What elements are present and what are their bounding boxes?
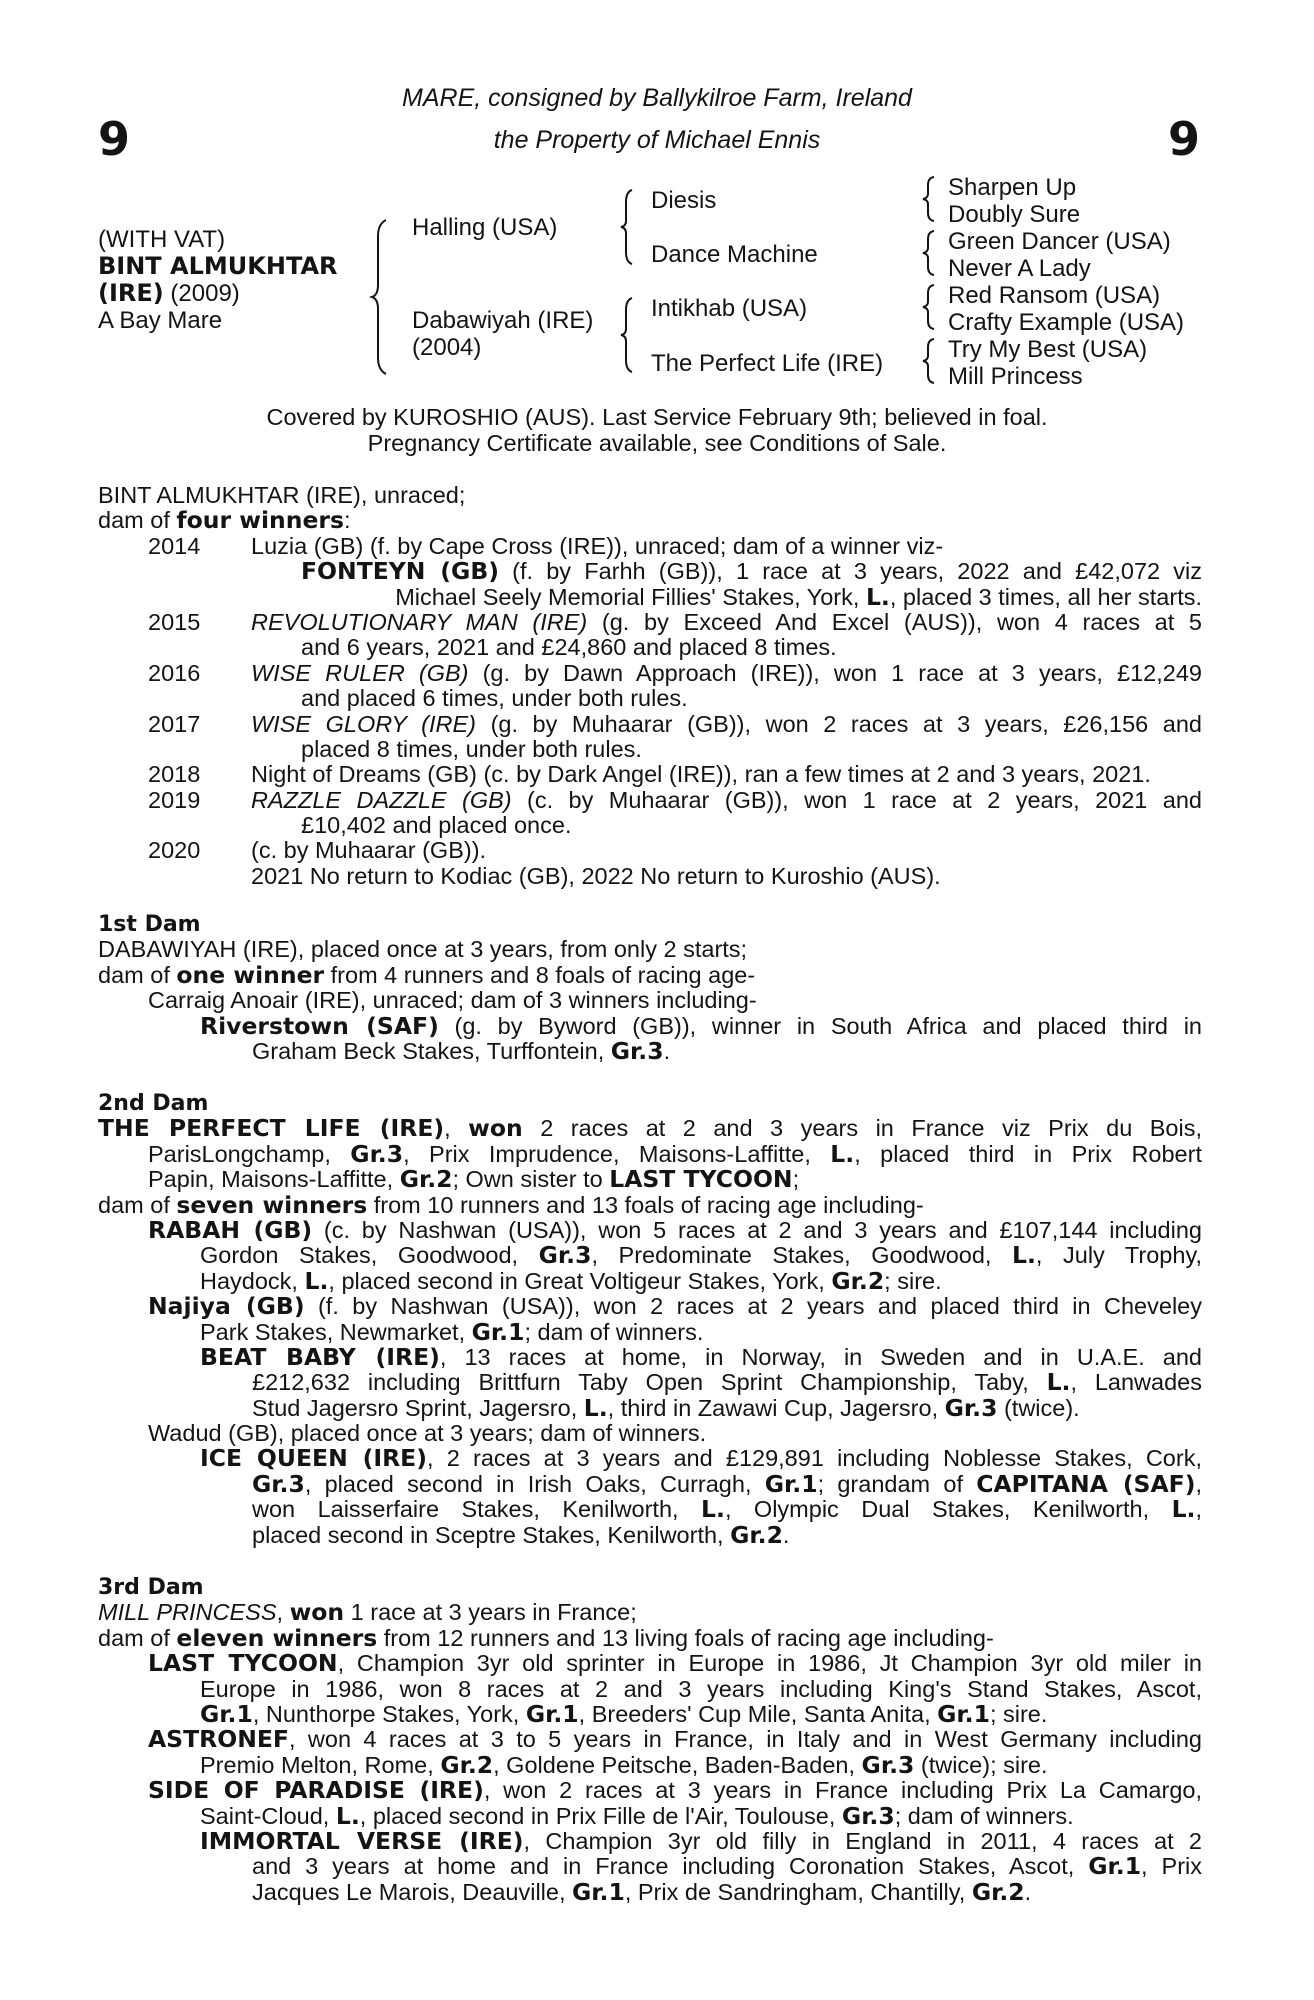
dam-dam: The Perfect Life (IRE) bbox=[651, 350, 884, 377]
text: and 3 years at home and in France including Coronation Stakes, Ascot, bbox=[252, 1853, 1089, 1880]
third-dam-line3 bbox=[98, 1651, 1202, 1676]
year-label: 2020 bbox=[148, 837, 201, 864]
horse-name: LAST TYCOON bbox=[148, 1649, 338, 1678]
g4-never-a-lady: Never A Lady bbox=[948, 255, 1091, 282]
text: dam of bbox=[98, 1624, 177, 1651]
race-grade: L. bbox=[304, 1266, 329, 1295]
sire-dam: Dance Machine bbox=[651, 241, 818, 268]
text: , Prix Imprudence, Maisons-Laffitte, bbox=[403, 1140, 831, 1167]
race-grade: Gr.1 bbox=[200, 1699, 253, 1728]
text: , Olympic Dual Stakes, Kenilworth, bbox=[724, 1496, 1172, 1523]
text: (g. by Exceed And Excel (AUS)), won 4 races at 5 bbox=[587, 608, 1202, 635]
race-grade: L. bbox=[701, 1495, 725, 1524]
text: , Prix bbox=[1141, 1853, 1202, 1880]
race-grade: Gr.1 bbox=[525, 1699, 579, 1728]
text: , placed second in Great Voltigeur Stakes, York, bbox=[328, 1267, 832, 1294]
race-grade: L. bbox=[830, 1139, 855, 1168]
year-label: 2018 bbox=[148, 761, 201, 788]
text: , placed 3 times, all her starts. bbox=[889, 583, 1202, 610]
text: . bbox=[1024, 1878, 1032, 1905]
text: ; grandam of bbox=[817, 1470, 977, 1497]
third-dam-line7 bbox=[98, 1750, 1202, 1779]
text: 2 races at 2 and 3 years in France viz Prix du Bois, bbox=[522, 1115, 1203, 1142]
race-grade: Gr.2 bbox=[399, 1165, 453, 1194]
text: , placed second in Prix Fille de l'Air, Toulouse, bbox=[359, 1802, 842, 1829]
text: , placed second in Irish Oaks, Curragh, bbox=[304, 1470, 765, 1497]
first-dam-section bbox=[98, 912, 1202, 1064]
covered-note bbox=[0, 404, 1314, 456]
won-label: won bbox=[289, 1598, 345, 1627]
second-dam-line1 bbox=[98, 1116, 1202, 1141]
race-grade: Gr.3 bbox=[350, 1139, 404, 1168]
covered-line1: Covered by KUROSHIO (AUS). Last Service February 9th; believed in foal. bbox=[266, 404, 1048, 430]
produce-2016-line2: and placed 6 times, under both rules. bbox=[301, 685, 688, 712]
race-grade: Gr.1 bbox=[764, 1469, 818, 1498]
text: 1 race at 3 years in France; bbox=[344, 1599, 637, 1626]
text: Jacques Le Marois, Deauville, bbox=[252, 1878, 573, 1905]
text: (g. by Muhaarar (GB)), won 2 races at 3 years, £26,156 and bbox=[476, 710, 1203, 737]
produce-2019-line2: £10,402 and placed once. bbox=[301, 812, 572, 839]
text: Gordon Stakes, Goodwood, bbox=[200, 1242, 539, 1269]
text: , bbox=[1195, 1496, 1202, 1523]
second-dam-line14 bbox=[98, 1446, 1202, 1471]
second-dam-line10 bbox=[98, 1342, 1202, 1371]
text: dam of bbox=[98, 507, 177, 534]
race-grade: Gr.2 bbox=[831, 1266, 885, 1295]
race-grade: Gr.2 bbox=[971, 1877, 1025, 1906]
lot-number-left: 9 bbox=[98, 112, 131, 166]
covered-line2: Pregnancy Certificate available, see Conditions of Sale. bbox=[367, 430, 947, 456]
second-dam-line8 bbox=[98, 1294, 1202, 1319]
bracket-g3-1 bbox=[922, 175, 938, 223]
text: . bbox=[782, 1521, 790, 1548]
winner-count: one winner bbox=[176, 960, 325, 989]
produce-2018-line1 bbox=[98, 762, 1202, 787]
horse-name: ICE QUEEN (IRE) bbox=[200, 1444, 427, 1473]
race-grade: Gr.3 bbox=[252, 1469, 305, 1498]
text: Graham Beck Stakes, Turffontein, bbox=[252, 1037, 611, 1064]
text: . bbox=[663, 1037, 671, 1064]
text: (g. by Byword (GB)), winner in South Africa and placed third in bbox=[438, 1012, 1202, 1039]
text: , 2 races at 3 years and £129,891 including Noblesse Stakes, Cork, bbox=[426, 1445, 1202, 1472]
horse-name: WISE GLORY (IRE) bbox=[251, 710, 476, 737]
text: , Predominate Stakes, Goodwood, bbox=[591, 1242, 1013, 1269]
text: , Champion 3yr old filly in England in 2011, 4 races at 2 bbox=[523, 1827, 1203, 1854]
horse-name: BEAT BABY (IRE) bbox=[200, 1342, 440, 1371]
horse-name: BINT ALMUKHTAR bbox=[98, 252, 338, 280]
g4-sharpen-up: Sharpen Up bbox=[948, 174, 1077, 201]
text: Luzia (GB) (f. by Cape Cross (IRE)), unraced; dam of a winner viz- bbox=[251, 532, 944, 559]
second-dam-line13: Wadud (GB), placed once at 3 years; dam of winners. bbox=[148, 1420, 707, 1447]
third-dam-line2 bbox=[98, 1623, 1202, 1652]
second-dam-line17 bbox=[98, 1520, 1202, 1549]
second-dam-line7 bbox=[98, 1266, 1202, 1295]
text: , Goldene Peitsche, Baden-Baden, bbox=[493, 1751, 862, 1778]
g4-doubly-sure: Doubly Sure bbox=[948, 201, 1081, 228]
text: dam of bbox=[98, 1191, 177, 1218]
text: from 10 runners and 13 foals of racing age including- bbox=[367, 1191, 924, 1218]
produce-2014-line3 bbox=[98, 582, 1202, 611]
produce-2020-line2: 2021 No return to Kodiac (GB), 2022 No return to Kuroshio (AUS). bbox=[251, 862, 941, 889]
race-grade: Gr.2 bbox=[440, 1750, 494, 1779]
text: , Prix de Sandringham, Chantilly, bbox=[624, 1878, 972, 1905]
g4-mill-princess: Mill Princess bbox=[948, 363, 1083, 390]
produce-2014-line2 bbox=[98, 559, 1202, 584]
race-grade: Gr.1 bbox=[937, 1699, 990, 1728]
second-dam-line5 bbox=[98, 1215, 1202, 1244]
bracket-g3-2 bbox=[922, 229, 938, 277]
g4-red-ransom: Red Ransom (USA) bbox=[948, 282, 1161, 309]
dam-sire: Intikhab (USA) bbox=[651, 295, 808, 322]
produce-intro2 bbox=[98, 508, 1202, 533]
year-label: 2014 bbox=[148, 532, 201, 559]
produce-2017-line2: placed 8 times, under both rules. bbox=[301, 735, 642, 762]
text: , bbox=[276, 1599, 290, 1626]
horse-name: REVOLUTIONARY MAN (IRE) bbox=[251, 608, 588, 635]
text: from 12 runners and 13 living foals of racing age including- bbox=[377, 1624, 994, 1651]
horse-name: THE PERFECT LIFE (IRE) bbox=[98, 1114, 445, 1143]
winner-count: seven winners bbox=[176, 1190, 368, 1219]
produce-2014-line1 bbox=[98, 534, 1202, 559]
year-label: 2016 bbox=[148, 659, 201, 686]
second-dam-line16 bbox=[98, 1497, 1202, 1522]
text: Saint-Cloud, bbox=[200, 1802, 336, 1829]
lot-number-right: 9 bbox=[1168, 112, 1201, 166]
first-dam-line5 bbox=[98, 1036, 1202, 1065]
horse-name: RABAH (GB) bbox=[148, 1215, 313, 1244]
text: from 4 runners and 8 foals of racing age- bbox=[324, 961, 756, 988]
text: Stud Jagersro Sprint, Jagersro, bbox=[252, 1394, 584, 1421]
horse-name: CAPITANA (SAF) bbox=[976, 1469, 1196, 1498]
year-label: 2019 bbox=[148, 786, 201, 813]
third-dam-line11 bbox=[98, 1854, 1202, 1879]
text: , Champion 3yr old sprinter in Europe in 1986, Jt Champion 3yr old miler in bbox=[337, 1650, 1202, 1677]
horse-name: MILL PRINCESS bbox=[98, 1599, 277, 1626]
produce-2017-line1 bbox=[98, 712, 1202, 737]
third-dam-line5 bbox=[98, 1699, 1202, 1728]
second-dam-line12 bbox=[98, 1393, 1202, 1422]
year-label: 2015 bbox=[148, 608, 201, 635]
first-dam-heading: 1st Dam bbox=[98, 912, 201, 937]
race-grade: Gr.3 bbox=[841, 1801, 895, 1830]
text: Premio Melton, Rome, bbox=[200, 1751, 441, 1778]
first-dam-line2 bbox=[98, 960, 1202, 989]
third-dam-line4: Europe in 1986, won 8 races at 2 and 3 years including King's Stand Stakes, Ascot, bbox=[200, 1675, 1202, 1702]
race-grade: L. bbox=[1046, 1368, 1071, 1397]
consignor-line: MARE, consigned by Ballykilroe Farm, Ireland bbox=[402, 84, 912, 112]
text: won Laisserfaire Stakes, Kenilworth, bbox=[252, 1496, 702, 1523]
text: ; dam of winners. bbox=[524, 1318, 704, 1345]
text: ; Own sister to bbox=[452, 1166, 610, 1193]
second-dam-section bbox=[98, 1091, 1202, 1548]
text: £212,632 including Brittfurn Taby Open Sprint Championship, Taby, bbox=[252, 1369, 1047, 1396]
text: ; sire. bbox=[884, 1267, 942, 1294]
horse-name: LAST TYCOON bbox=[609, 1165, 793, 1194]
text: , bbox=[444, 1115, 469, 1142]
produce-2015-line1 bbox=[98, 610, 1202, 635]
second-dam-line4 bbox=[98, 1190, 1202, 1219]
text: ; sire. bbox=[989, 1700, 1048, 1727]
g4-green-dancer: Green Dancer (USA) bbox=[948, 228, 1171, 255]
race-grade: Gr.1 bbox=[1088, 1852, 1142, 1881]
horse-name: RAZZLE DAZZLE (GB) bbox=[251, 786, 512, 813]
horse-description: A Bay Mare bbox=[98, 307, 223, 334]
horse-name: SIDE OF PARADISE (IRE) bbox=[148, 1776, 484, 1805]
race-grade: Gr.2 bbox=[730, 1520, 783, 1549]
second-dam-line11 bbox=[98, 1370, 1202, 1395]
text: , July Trophy, bbox=[1035, 1242, 1202, 1269]
bracket-sire-parents bbox=[620, 188, 636, 266]
sire-sire: Diesis bbox=[651, 187, 717, 214]
text: , Breeders' Cup Mile, Santa Anita, bbox=[578, 1700, 938, 1727]
third-dam-line12 bbox=[98, 1877, 1202, 1906]
text: : bbox=[344, 507, 351, 534]
text: ; bbox=[792, 1166, 800, 1193]
second-dam-heading: 2nd Dam bbox=[98, 1091, 209, 1116]
text: dam of bbox=[98, 961, 177, 988]
dam-name: Dabawiyah (IRE) bbox=[412, 307, 594, 334]
bracket-g3-4 bbox=[922, 337, 938, 385]
horse-name: WISE RULER (GB) bbox=[251, 659, 469, 686]
vat-note: (WITH VAT) bbox=[98, 226, 226, 253]
horse-name: ASTRONEF bbox=[148, 1725, 289, 1754]
g4-try-my-best: Try My Best (USA) bbox=[948, 336, 1148, 363]
text: (f. by Farhh (GB)), 1 race at 3 years, 2022 and £42,072 viz bbox=[498, 558, 1203, 585]
text: ; dam of winners. bbox=[894, 1802, 1074, 1829]
sire: Halling (USA) bbox=[412, 214, 558, 241]
text: Papin, Maisons-Laffitte, bbox=[148, 1166, 400, 1193]
dam-year: (2004) bbox=[412, 334, 482, 361]
text: Park Stakes, Newmarket, bbox=[200, 1318, 472, 1345]
text: (c. by Nashwan (USA)), won 5 races at 2 and 3 years and £107,144 including bbox=[312, 1216, 1202, 1243]
text: ParisLongchamp, bbox=[148, 1140, 351, 1167]
third-dam-heading: 3rd Dam bbox=[98, 1575, 204, 1600]
horse-name: Riverstown (SAF) bbox=[200, 1011, 439, 1040]
race-grade: Gr.1 bbox=[572, 1877, 625, 1906]
race-grade: L. bbox=[583, 1393, 608, 1422]
won-label: won bbox=[468, 1114, 523, 1143]
text: Michael Seely Memorial Fillies' Stakes, York, bbox=[395, 583, 866, 610]
horse-name: Najiya (GB) bbox=[148, 1292, 305, 1321]
third-dam-line9 bbox=[98, 1801, 1202, 1830]
third-dam-line1 bbox=[98, 1600, 1202, 1625]
second-dam-line2 bbox=[98, 1139, 1202, 1168]
produce-2019-line1 bbox=[98, 788, 1202, 813]
text: (c. by Muhaarar (GB)). bbox=[251, 837, 487, 864]
third-dam-line8 bbox=[98, 1778, 1202, 1803]
text: , placed third in Prix Robert bbox=[854, 1140, 1202, 1167]
race-grade: L. bbox=[865, 582, 890, 611]
winner-count: four winners bbox=[176, 506, 344, 535]
second-dam-line9 bbox=[98, 1317, 1202, 1346]
produce-intro1: BINT ALMUKHTAR (IRE), unraced; bbox=[98, 482, 466, 508]
horse-name: FONTEYN (GB) bbox=[301, 557, 499, 586]
text: Haydock, bbox=[200, 1267, 305, 1294]
property-line: the Property of Michael Ennis bbox=[493, 126, 821, 154]
race-grade: Gr.3 bbox=[538, 1241, 592, 1270]
text: , won 4 races at 3 to 5 years in France, in Italy and in West Germany including bbox=[289, 1726, 1202, 1753]
second-dam-line3 bbox=[98, 1167, 1202, 1192]
bracket-dam-parents bbox=[620, 296, 636, 374]
produce-2015-line2: and 6 years, 2021 and £24,860 and placed 8 times. bbox=[301, 634, 837, 661]
race-grade: Gr.3 bbox=[610, 1036, 664, 1065]
horse-country: (IRE) bbox=[98, 279, 164, 307]
third-dam-line6 bbox=[98, 1727, 1202, 1752]
text: , Lanwades bbox=[1070, 1369, 1202, 1396]
second-dam-line15 bbox=[98, 1469, 1202, 1498]
first-dam-line3: Carraig Anoair (IRE), unraced; dam of 3 winners including- bbox=[148, 987, 757, 1014]
race-grade: Gr.1 bbox=[471, 1317, 525, 1346]
third-dam-section bbox=[98, 1575, 1202, 1905]
text: (g. by Dawn Approach (IRE)), won 1 race at 3 years, £12,249 bbox=[468, 659, 1202, 686]
year-label: 2017 bbox=[148, 710, 201, 737]
text: , third in Zawawi Cup, Jagersro, bbox=[607, 1394, 945, 1421]
race-grade: Gr.3 bbox=[944, 1393, 998, 1422]
first-dam-line4 bbox=[98, 1011, 1202, 1040]
text: (c. by Muhaarar (GB)), won 1 race at 2 years, 2021 and bbox=[511, 786, 1202, 813]
text: (f. by Nashwan (USA)), won 2 races at 2 years and placed third in Cheveley bbox=[304, 1293, 1202, 1320]
text: , won 2 races at 3 years in France including Prix La Camargo, bbox=[483, 1777, 1202, 1804]
produce-record bbox=[98, 483, 1202, 889]
horse-year: (2009) bbox=[163, 280, 240, 307]
text: , bbox=[1195, 1470, 1202, 1497]
bracket-g3-3 bbox=[922, 283, 938, 331]
text: (twice). bbox=[997, 1394, 1080, 1421]
produce-2016-line1 bbox=[98, 661, 1202, 686]
second-dam-line6 bbox=[98, 1243, 1202, 1268]
horse-origin bbox=[98, 280, 240, 307]
race-grade: L. bbox=[1012, 1241, 1036, 1270]
race-grade: Gr.3 bbox=[861, 1750, 915, 1779]
text: , 13 races at home, in Norway, in Sweden and in U.A.E. and bbox=[439, 1343, 1202, 1370]
g4-crafty-example: Crafty Example (USA) bbox=[948, 309, 1185, 336]
text: placed second in Sceptre Stakes, Kenilworth, bbox=[252, 1521, 731, 1548]
produce-2020-line1 bbox=[98, 838, 1202, 863]
race-grade: L. bbox=[335, 1801, 360, 1830]
text: (twice); sire. bbox=[914, 1751, 1048, 1778]
first-dam-line1: DABAWIYAH (IRE), placed once at 3 years, from only 2 starts; bbox=[98, 936, 748, 963]
text: Night of Dreams (GB) (c. by Dark Angel (IRE)), ran a few times at 2 and 3 years, 2021. bbox=[251, 761, 1151, 788]
bracket-sire-dam bbox=[372, 218, 390, 376]
winner-count: eleven winners bbox=[176, 1623, 378, 1652]
horse-name: IMMORTAL VERSE (IRE) bbox=[200, 1826, 524, 1855]
text: , Nunthorpe Stakes, York, bbox=[252, 1700, 526, 1727]
race-grade: L. bbox=[1171, 1495, 1196, 1524]
third-dam-line10 bbox=[98, 1826, 1203, 1855]
